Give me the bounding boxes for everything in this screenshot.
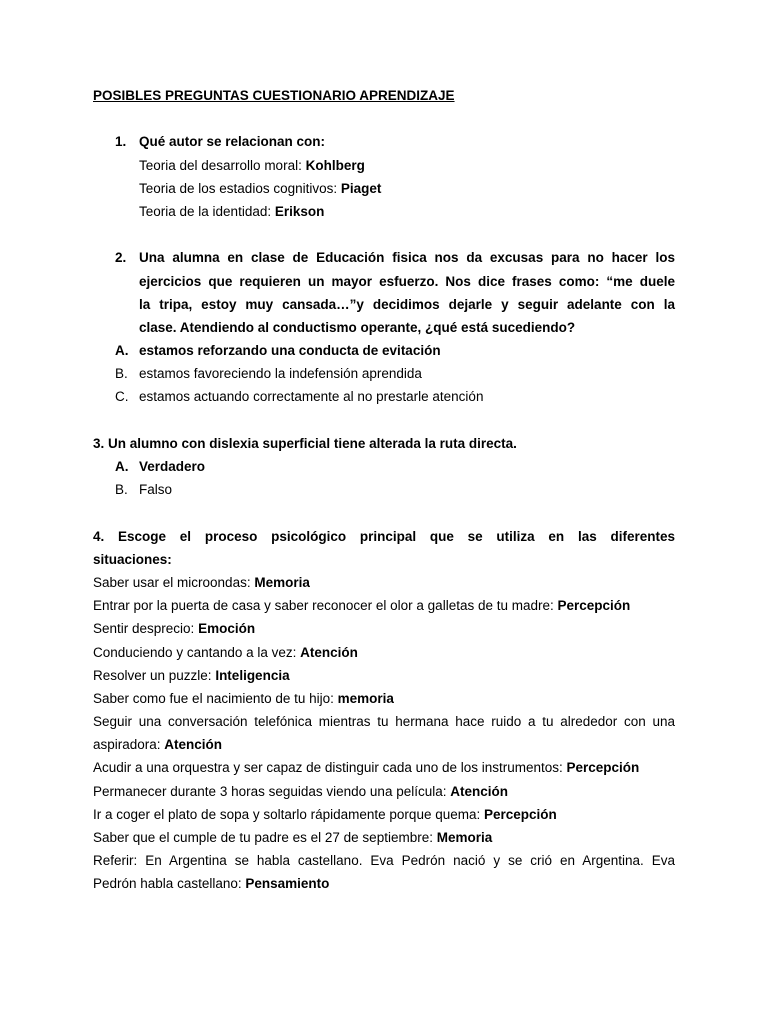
item-answer: memoria: [337, 690, 394, 706]
question-2-line: [93, 246, 675, 269]
question-1-text: Qué autor se relacionan con:: [139, 134, 326, 150]
question-4-item: [93, 780, 675, 803]
question-4-item: [93, 687, 675, 710]
item-label: Pedrón habla castellano:: [93, 876, 246, 892]
item-label: Resolver un puzzle:: [93, 667, 216, 683]
question-2-number: 2.: [115, 250, 127, 266]
item-answer: Kohlberg: [305, 157, 365, 173]
question-1-number: 1.: [115, 134, 127, 150]
item-answer: Emoción: [198, 621, 256, 637]
question-2-option: [93, 339, 675, 362]
item-label: Conduciendo y cantando a la vez:: [93, 644, 301, 660]
item-answer: Erikson: [274, 203, 325, 219]
question-4-line: situaciones:: [93, 551, 172, 567]
question-1-item: [93, 200, 675, 223]
option-letter: C.: [115, 389, 129, 405]
question-4-item: [93, 756, 675, 779]
question-4-item: [93, 803, 675, 826]
question-2-option: [93, 362, 675, 385]
question-3-option: [93, 478, 675, 501]
option-letter: B.: [115, 482, 128, 498]
item-label: Ir a coger el plato de sopa y soltarlo rápidamente porque quema:: [93, 806, 484, 822]
question-2-line: clase. Atendiendo al conductismo operante, ¿qué está sucediendo?: [139, 319, 576, 335]
question-4-item: [93, 617, 675, 640]
question-2-text: Una alumna en clase de Educación fisica nos da excusas para no hacer los: [139, 250, 675, 266]
item-label: Teoria del desarrollo moral:: [139, 157, 306, 173]
document-page: [93, 84, 675, 896]
item-answer: Percepción: [566, 760, 640, 776]
item-answer: Atención: [450, 783, 508, 799]
option-letter: A.: [115, 459, 129, 474]
item-answer: Atención: [164, 737, 223, 753]
question-2-line: ejercicios que requieren un mayor esfuerzo. Nos dice frases como: “me duele: [139, 273, 675, 289]
item-answer: Atención: [300, 644, 358, 660]
question-2-option: [93, 385, 675, 408]
option-text: estamos favoreciendo la indefensión aprendida: [139, 366, 422, 382]
question-3-text: 3. Un alumno con dislexia superficial tiene alterada la ruta directa.: [93, 435, 517, 451]
question-2-line: la tripa, estoy muy cansada…”y decidimos dejarle y seguir adelante con la: [139, 296, 675, 312]
item-label: Teoria de los estadios cognitivos:: [139, 180, 341, 196]
item-label: Saber como fue el nacimiento de tu hijo:: [93, 690, 338, 706]
question-4-item: [93, 733, 675, 756]
question-4-item: [93, 641, 675, 664]
question-4-item: [93, 594, 675, 617]
question-4-line: 4. Escoge el proceso psicológico principal que se utiliza en las diferentes: [93, 528, 675, 544]
question-1-item: [93, 154, 675, 177]
item-answer: Pensamiento: [245, 876, 330, 892]
option-text: Verdadero: [139, 459, 206, 474]
option-text: Falso: [139, 482, 173, 498]
item-label: Saber usar el microondas:: [93, 574, 255, 590]
item-label: Sentir desprecio:: [93, 621, 199, 637]
item-answer: Piaget: [340, 180, 382, 196]
item-label: Permanecer durante 3 horas seguidas viendo una película:: [93, 783, 451, 799]
item-answer: Inteligencia: [215, 667, 290, 683]
item-answer: Memoria: [254, 574, 310, 590]
question-1-item: [93, 177, 675, 200]
item-label: Acudir a una orquestra y ser capaz de distinguir cada uno de los instrumentos:: [93, 760, 567, 776]
option-letter: B.: [115, 366, 128, 382]
question-4-item-line: Referir: En Argentina se habla castellano. Eva Pedrón nació y se crió en Argentina. Eva: [93, 853, 675, 869]
question-4-item: [93, 826, 675, 849]
question-1-heading: [93, 130, 675, 153]
option-text: estamos actuando correctamente al no prestarle atención: [139, 389, 484, 405]
item-answer: Memoria: [436, 830, 493, 845]
question-4-item-line: Seguir una conversación telefónica mientras tu hermana hace ruido a tu alrededor con una: [93, 714, 675, 730]
question-3-option: [93, 455, 675, 478]
item-answer: Percepción: [557, 598, 631, 614]
item-label: Entrar por la puerta de casa y saber reconocer el olor a galletas de tu madre:: [93, 598, 558, 614]
option-letter: A.: [115, 343, 129, 359]
item-label: Saber que el cumple de tu padre es el 27 de septiembre:: [93, 830, 437, 845]
question-4-item: [93, 872, 675, 895]
document-title: POSIBLES PREGUNTAS CUESTIONARIO APRENDIZAJE: [93, 88, 455, 103]
item-label: Teoria de la identidad:: [139, 203, 275, 219]
question-4-item: [93, 571, 675, 594]
item-label: aspiradora:: [93, 737, 165, 753]
option-text: estamos reforzando una conducta de evitación: [139, 343, 441, 359]
question-4-item: [93, 664, 675, 687]
item-answer: Percepción: [484, 806, 557, 822]
